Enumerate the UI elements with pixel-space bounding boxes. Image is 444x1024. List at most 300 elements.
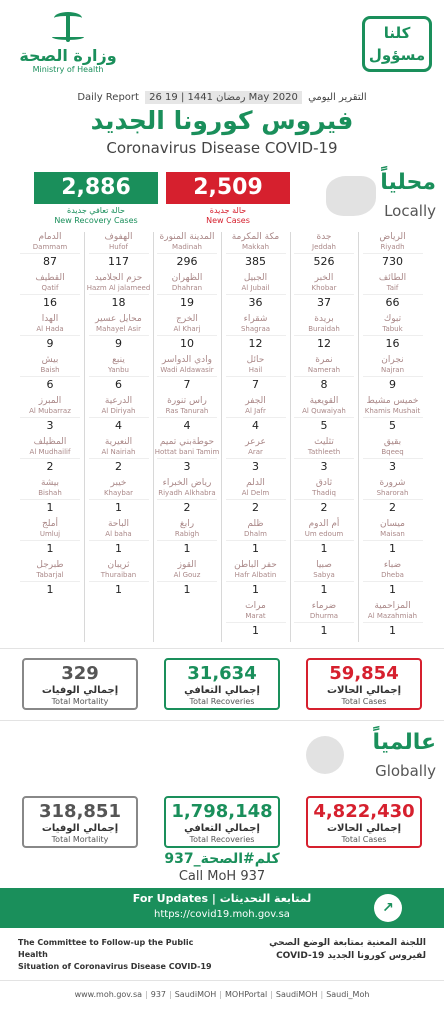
city-cell — [222, 601, 290, 637]
city-case-count: 4 — [252, 419, 259, 432]
city-case-count: 12 — [317, 337, 331, 350]
city-case-count: 36 — [248, 296, 263, 309]
city-name-ar: الهدا — [41, 314, 59, 324]
city-name-ar: الهفوف — [104, 232, 133, 242]
city-name-ar: ضرماء — [311, 601, 337, 611]
city-cell — [153, 478, 221, 514]
footer-link-globe[interactable]: www.moh.gov.sa — [74, 990, 143, 999]
city-case-count: 9 — [46, 337, 54, 350]
moh-name-en: Ministry of Health — [32, 65, 104, 74]
city-column — [153, 232, 221, 642]
city-name-ar: المبرز — [38, 396, 62, 406]
total-recoveries-box — [164, 658, 280, 710]
city-cell — [359, 396, 427, 432]
city-name-ar: الظهران — [171, 273, 203, 283]
city-cell — [16, 478, 84, 514]
city-name-en: Namerah — [307, 366, 341, 374]
divider — [0, 720, 444, 721]
city-name-en: Dhahran — [171, 284, 203, 292]
city-cell — [85, 355, 153, 391]
city-cell — [290, 560, 358, 596]
city-name-ar: بقيق — [383, 437, 402, 447]
city-name-en: Khaybar — [103, 489, 134, 497]
city-cell — [16, 437, 84, 473]
new-recoveries-en: New Recovery Cases — [54, 216, 138, 225]
city-name-en: Wadi Aldawasir — [160, 366, 214, 374]
locally-ar: محلياً — [380, 170, 436, 195]
global-cases-ar: إجمالي الحالات — [326, 823, 402, 834]
column-separator — [84, 232, 85, 642]
city-case-count: 1 — [115, 583, 122, 596]
city-cell — [359, 355, 427, 391]
city-name-ar: حوطةبني تميم — [159, 437, 215, 447]
report-ar: التقرير اليومي — [308, 92, 367, 103]
city-cell — [153, 519, 221, 555]
city-cell — [16, 560, 84, 596]
city-cell — [222, 355, 290, 391]
city-name-en: Bqeeq — [381, 448, 404, 456]
city-name-ar: محايل عسير — [95, 314, 142, 324]
city-name-ar: ثريبان — [107, 560, 130, 570]
city-case-count: 1 — [389, 583, 396, 596]
city-name-ar: ميسان — [380, 519, 405, 529]
total-cases-value: 59,854 — [329, 663, 399, 684]
city-name-en: Mahayel Asir — [96, 325, 141, 333]
city-name-en: Makkah — [241, 243, 270, 251]
city-name-ar: مكة المكرمة — [231, 232, 280, 242]
locally-en: Locally — [384, 202, 436, 220]
global-recoveries-ar: إجمالي التعافي — [184, 823, 260, 834]
city-name-ar: رياض الخبراء — [162, 478, 212, 488]
global-mortality-value: 318,851 — [39, 801, 121, 822]
city-name-ar: ثادق — [315, 478, 333, 488]
city-case-count: 2 — [389, 501, 396, 514]
city-name-ar: الجبيل — [243, 273, 268, 283]
city-name-en: Khobar — [311, 284, 337, 292]
city-cell — [359, 314, 427, 350]
city-case-count: 1 — [320, 624, 328, 637]
city-case-count: 16 — [385, 337, 400, 350]
report-line — [0, 92, 444, 103]
campaign-line-1: كلنا — [383, 24, 411, 42]
city-name-ar: نجران — [381, 355, 404, 365]
city-case-count: 6 — [46, 378, 54, 391]
city-case-count: 1 — [252, 542, 259, 555]
updates-url-link[interactable]: https://covid19.moh.gov.sa — [154, 909, 290, 920]
city-name-en: Arar — [248, 448, 263, 456]
city-name-ar: القويعية — [309, 396, 339, 406]
city-name-en: Al Mubarraz — [29, 407, 71, 415]
city-cell — [16, 232, 84, 268]
city-name-ar: وادي الدواسر — [161, 355, 213, 365]
city-case-count: 2 — [46, 460, 54, 473]
city-cell — [290, 396, 358, 432]
city-name-en: Qatif — [41, 284, 59, 292]
city-name-ar: ينبع — [112, 355, 125, 365]
city-cell — [359, 519, 427, 555]
city-name-en: Hail — [248, 366, 263, 374]
city-cell — [290, 437, 358, 473]
new-recoveries-ar: حالة تعافي جديدة — [67, 206, 125, 215]
city-name-en: Tabarjal — [36, 571, 64, 579]
city-column — [222, 232, 290, 642]
city-name-en: Tathleeth — [307, 448, 341, 456]
saudi-map-icon — [326, 176, 376, 216]
city-name-en: Dammam — [32, 243, 68, 251]
global-mortality-en: Total Mortality — [51, 835, 109, 844]
city-cell — [290, 314, 358, 350]
global-cases-en: Total Cases — [341, 835, 387, 844]
city-cell — [359, 273, 427, 309]
city-name-en: Hottat bani Tamim — [154, 448, 220, 456]
city-case-count: 1 — [320, 542, 328, 555]
city-cell — [222, 396, 290, 432]
city-cell — [16, 396, 84, 432]
city-cell — [222, 560, 290, 596]
city-name-en: Um edoum — [304, 530, 344, 538]
total-cases-en: Total Cases — [341, 697, 387, 706]
city-name-en: Khamis Mushait — [364, 407, 421, 415]
city-case-count: 3 — [389, 460, 396, 473]
city-case-count: 117 — [108, 255, 129, 268]
page-title-en: Coronavirus Disease COVID-19 — [106, 139, 338, 157]
new-cases-value: 2,509 — [166, 172, 290, 204]
city-name-ar: شقراء — [243, 314, 268, 324]
city-cell — [290, 519, 358, 555]
city-name-ar: المزاحمية — [374, 601, 411, 611]
city-name-en: Jeddah — [312, 243, 336, 251]
city-case-count: 1 — [115, 501, 122, 514]
total-recoveries-en: Total Recoveries — [189, 697, 255, 706]
city-name-en: Buraidah — [308, 325, 340, 333]
new-recoveries-label — [34, 206, 158, 226]
city-cell — [222, 437, 290, 473]
city-case-count: 12 — [248, 337, 263, 350]
city-name-en: Maisan — [380, 530, 405, 538]
report-date: 26 رمضان 1441 | 19 May 2020 — [145, 91, 302, 104]
city-name-ar: الطائف — [378, 273, 407, 283]
city-case-count: 1 — [252, 624, 259, 637]
total-recoveries-ar: إجمالي التعافي — [184, 685, 260, 696]
city-case-count: 1 — [115, 542, 122, 555]
city-case-count: 10 — [180, 337, 194, 350]
city-case-count: 4 — [183, 419, 191, 432]
updates-title-ar: لمتابعة التحديثات — [219, 892, 312, 905]
city-name-en: Riyadh — [380, 243, 405, 251]
city-name-ar: المدينة المنورة — [159, 232, 215, 242]
city-cell — [359, 437, 427, 473]
city-cell — [85, 560, 153, 596]
globe-icon — [306, 736, 344, 774]
city-name-en: Marat — [245, 612, 266, 620]
global-recoveries-value: 1,798,148 — [171, 801, 273, 822]
city-case-count: 730 — [382, 255, 403, 268]
city-cell — [16, 314, 84, 350]
moh-name-ar: وزارة الصحة — [19, 46, 117, 65]
footer-links: www.moh.gov.sa | 937 | SaudiMOH | MOHPortal | SaudiMOH | Saudi_Moh — [74, 990, 370, 999]
city-cell — [153, 314, 221, 350]
city-case-count: 1 — [252, 583, 259, 596]
city-case-count: 2 — [115, 460, 122, 473]
city-cell — [290, 273, 358, 309]
city-cell — [222, 519, 290, 555]
city-cell — [222, 478, 290, 514]
city-name-en: Dheba — [381, 571, 404, 579]
city-cell — [290, 478, 358, 514]
city-case-count: 9 — [389, 378, 396, 391]
city-case-count: 296 — [176, 255, 198, 268]
city-name-ar: الخبر — [314, 273, 334, 283]
city-name-en: Hafr Albatin — [234, 571, 277, 579]
city-cell — [85, 478, 153, 514]
city-case-count: 5 — [389, 419, 396, 432]
city-name-ar: حفر الباطن — [234, 560, 277, 570]
city-cell — [153, 355, 221, 391]
moh-logo — [8, 10, 128, 80]
city-cell — [290, 232, 358, 268]
city-name-en: Al Gouz — [173, 571, 201, 579]
city-case-count: 1 — [389, 542, 396, 555]
committee-en — [18, 937, 218, 973]
city-name-ar: القوز — [177, 560, 197, 570]
city-cell — [85, 314, 153, 350]
global-cases-box — [306, 796, 422, 848]
city-cell — [359, 560, 427, 596]
city-cell — [85, 437, 153, 473]
city-name-en: Taif — [386, 284, 399, 292]
global-cases-value: 4,822,430 — [313, 801, 415, 822]
new-cases-ar: حالة جديدة — [209, 206, 247, 215]
city-cell — [85, 273, 153, 309]
city-cell — [16, 519, 84, 555]
city-cell — [153, 396, 221, 432]
city-case-count: 2 — [252, 501, 259, 514]
city-case-count: 5 — [320, 419, 328, 432]
city-name-ar: حزم الجلاميد — [94, 273, 143, 283]
city-name-en: Al baha — [105, 530, 132, 538]
city-case-count: 19 — [180, 296, 194, 309]
city-case-count: 87 — [43, 255, 57, 268]
city-name-ar: أملج — [41, 519, 59, 529]
footer-link-phone[interactable]: 937 — [150, 990, 167, 999]
city-cases-grid — [16, 232, 428, 642]
footer-link-instagram[interactable]: SaudiMOH — [275, 990, 318, 999]
city-case-count: 18 — [111, 296, 126, 309]
city-name-en: Thuraiban — [100, 571, 137, 579]
city-name-en: Al Kharj — [173, 325, 201, 333]
city-name-en: Sabya — [313, 571, 335, 579]
city-name-ar: شرورة — [379, 478, 406, 488]
committee-ar-line-2: لفيروس كورونا الجديد COVID-19 — [276, 951, 426, 961]
city-name-en: Baish — [40, 366, 60, 374]
globally-ar: عالمياً — [372, 730, 436, 755]
city-case-count: 1 — [320, 583, 328, 596]
city-name-ar: تثليث — [314, 437, 334, 447]
city-name-ar: بيش — [41, 355, 59, 365]
city-cell — [16, 355, 84, 391]
city-case-count: 37 — [317, 296, 331, 309]
city-name-en: Al Delm — [241, 489, 270, 497]
city-name-en: Najran — [380, 366, 405, 374]
column-separator — [221, 232, 222, 642]
city-case-count: 526 — [313, 255, 335, 268]
city-name-ar: بريدة — [314, 314, 334, 324]
city-name-en: Yanbu — [108, 366, 129, 374]
city-name-en: Al Jubail — [241, 284, 270, 292]
city-cell — [153, 232, 221, 268]
city-name-en: Rabigh — [174, 530, 200, 538]
city-name-en: Umluj — [39, 530, 61, 538]
city-name-en: Hufof — [109, 243, 128, 251]
global-recoveries-box — [164, 796, 280, 848]
city-name-en: Bishah — [38, 489, 62, 497]
city-case-count: 1 — [183, 583, 191, 596]
city-name-en: Al Jafr — [245, 407, 266, 415]
city-cell — [153, 273, 221, 309]
city-name-ar: راس تنورة — [167, 396, 207, 406]
city-name-ar: الخرج — [176, 314, 198, 324]
city-name-ar: القطيف — [35, 273, 65, 283]
footer-link-snapchat[interactable]: Saudi_Moh — [326, 990, 370, 999]
committee-ar — [226, 937, 426, 963]
city-case-count: 3 — [252, 460, 259, 473]
city-column — [290, 232, 358, 642]
city-name-ar: خيبر — [110, 478, 127, 488]
city-cell — [359, 601, 427, 637]
city-name-ar: خميس مشيط — [366, 396, 419, 406]
global-recoveries-en: Total Recoveries — [189, 835, 255, 844]
city-name-en: Dhurma — [309, 612, 339, 620]
city-case-count: 2 — [320, 501, 328, 514]
city-case-count: 16 — [43, 296, 57, 309]
campaign-line-2: مسؤول — [368, 46, 426, 64]
column-separator — [290, 232, 291, 642]
city-case-count: 7 — [183, 378, 191, 391]
city-name-en: Al Quwaiyah — [302, 407, 346, 415]
city-cell — [153, 437, 221, 473]
city-name-ar: ظلم — [247, 519, 264, 529]
city-name-ar: رابغ — [179, 519, 195, 529]
total-mortality-en: Total Mortality — [51, 697, 109, 706]
total-cases-ar: إجمالي الحالات — [326, 685, 402, 696]
divider — [0, 648, 444, 649]
city-name-en: Al Diriyah — [101, 407, 136, 415]
city-case-count: 9 — [115, 337, 122, 350]
city-name-en: Sharorah — [376, 489, 409, 497]
city-cell — [16, 273, 84, 309]
city-name-en: Al Nairiah — [101, 448, 136, 456]
city-cell — [153, 560, 221, 596]
global-mortality-box — [22, 796, 138, 848]
city-case-count: 7 — [252, 378, 259, 391]
report-en: Daily Report — [77, 92, 139, 103]
global-mortality-ar: إجمالي الوفيات — [41, 823, 119, 834]
city-name-ar: الدلم — [246, 478, 265, 488]
committee-en-line-2: Situation of Coronavirus Disease COVID-19 — [18, 962, 212, 971]
city-name-ar: مرات — [245, 601, 266, 611]
footer-link-twitter[interactable]: SaudiMOH — [174, 990, 217, 999]
city-name-ar: حائل — [246, 355, 265, 365]
city-case-count: 1 — [183, 542, 191, 555]
updates-title-en: For Updates — [132, 892, 209, 905]
city-case-count: 6 — [115, 378, 122, 391]
city-cell — [85, 519, 153, 555]
city-case-count: 3 — [183, 460, 191, 473]
new-cases-label — [166, 206, 290, 226]
city-name-ar: نمرة — [315, 355, 333, 365]
city-name-en: Shagraa — [240, 325, 271, 333]
city-name-ar: عرعر — [245, 437, 266, 447]
arrow-up-right-icon: ↗ — [374, 894, 402, 922]
city-case-count: 1 — [389, 624, 396, 637]
city-case-count: 3 — [46, 419, 54, 432]
city-case-count: 8 — [320, 378, 328, 391]
column-separator — [358, 232, 359, 642]
city-cell — [290, 355, 358, 391]
city-name-ar: طبرجل — [36, 560, 64, 570]
city-name-ar: الدمام — [38, 232, 62, 242]
city-name-en: Thadiq — [312, 489, 336, 497]
locally-section-header — [326, 170, 436, 226]
city-name-en: Al Mazahmiah — [367, 612, 418, 620]
city-cell — [85, 396, 153, 432]
city-name-en: Al Hada — [36, 325, 64, 333]
city-name-ar: الرياض — [379, 232, 406, 242]
city-case-count: 1 — [46, 542, 54, 555]
total-mortality-ar: إجمالي الوفيات — [41, 685, 119, 696]
city-name-ar: المظيلف — [33, 437, 67, 447]
total-recoveries-value: 31,634 — [187, 663, 257, 684]
total-mortality-value: 329 — [61, 663, 99, 684]
city-column — [85, 232, 153, 642]
city-name-ar: الباحة — [107, 519, 130, 529]
city-name-en: Madinah — [172, 243, 202, 251]
divider — [0, 980, 444, 981]
city-name-en: Al Mudhailif — [29, 448, 71, 456]
city-name-ar: صبيا — [316, 560, 332, 570]
city-name-ar: بيشة — [40, 478, 60, 488]
city-name-en: Ras Tanurah — [165, 407, 209, 415]
palm-swords-icon — [48, 10, 88, 46]
new-cases-en: New Cases — [206, 216, 250, 225]
column-separator — [153, 232, 154, 642]
footer-link-youtube[interactable]: MOHPortal — [225, 990, 268, 999]
city-name-ar: الدرعية — [104, 396, 133, 406]
city-name-en: Riyadh Alkhabra — [158, 489, 216, 497]
city-cell — [222, 232, 290, 268]
city-case-count: 1 — [46, 501, 54, 514]
city-case-count: 66 — [385, 296, 400, 309]
total-cases-box — [306, 658, 422, 710]
committee-en-line-1: The Committee to Follow-up the Public Health — [18, 938, 194, 959]
city-column — [16, 232, 84, 642]
city-cell — [222, 314, 290, 350]
city-cell — [85, 232, 153, 268]
city-cell — [359, 232, 427, 268]
city-case-count: 1 — [46, 583, 54, 596]
city-name-en: Tabuk — [382, 325, 403, 333]
city-name-en: Dhalm — [244, 530, 267, 538]
globally-section-header — [306, 730, 436, 786]
page-title-ar: فيروس كورونا الجديد — [90, 106, 354, 135]
hotline-ar: كلم#الصحة_937 — [164, 851, 280, 867]
city-name-ar: الجفر — [245, 396, 266, 406]
updates-title: For Updates | لمتابعة التحديثات — [132, 892, 312, 905]
city-name-ar: ضباء — [383, 560, 402, 570]
committee-ar-line-1: اللجنة المعنية بمتابعة الوضع الصحي — [269, 938, 426, 948]
city-case-count: 2 — [183, 501, 191, 514]
city-name-ar: تبوك — [383, 314, 402, 324]
